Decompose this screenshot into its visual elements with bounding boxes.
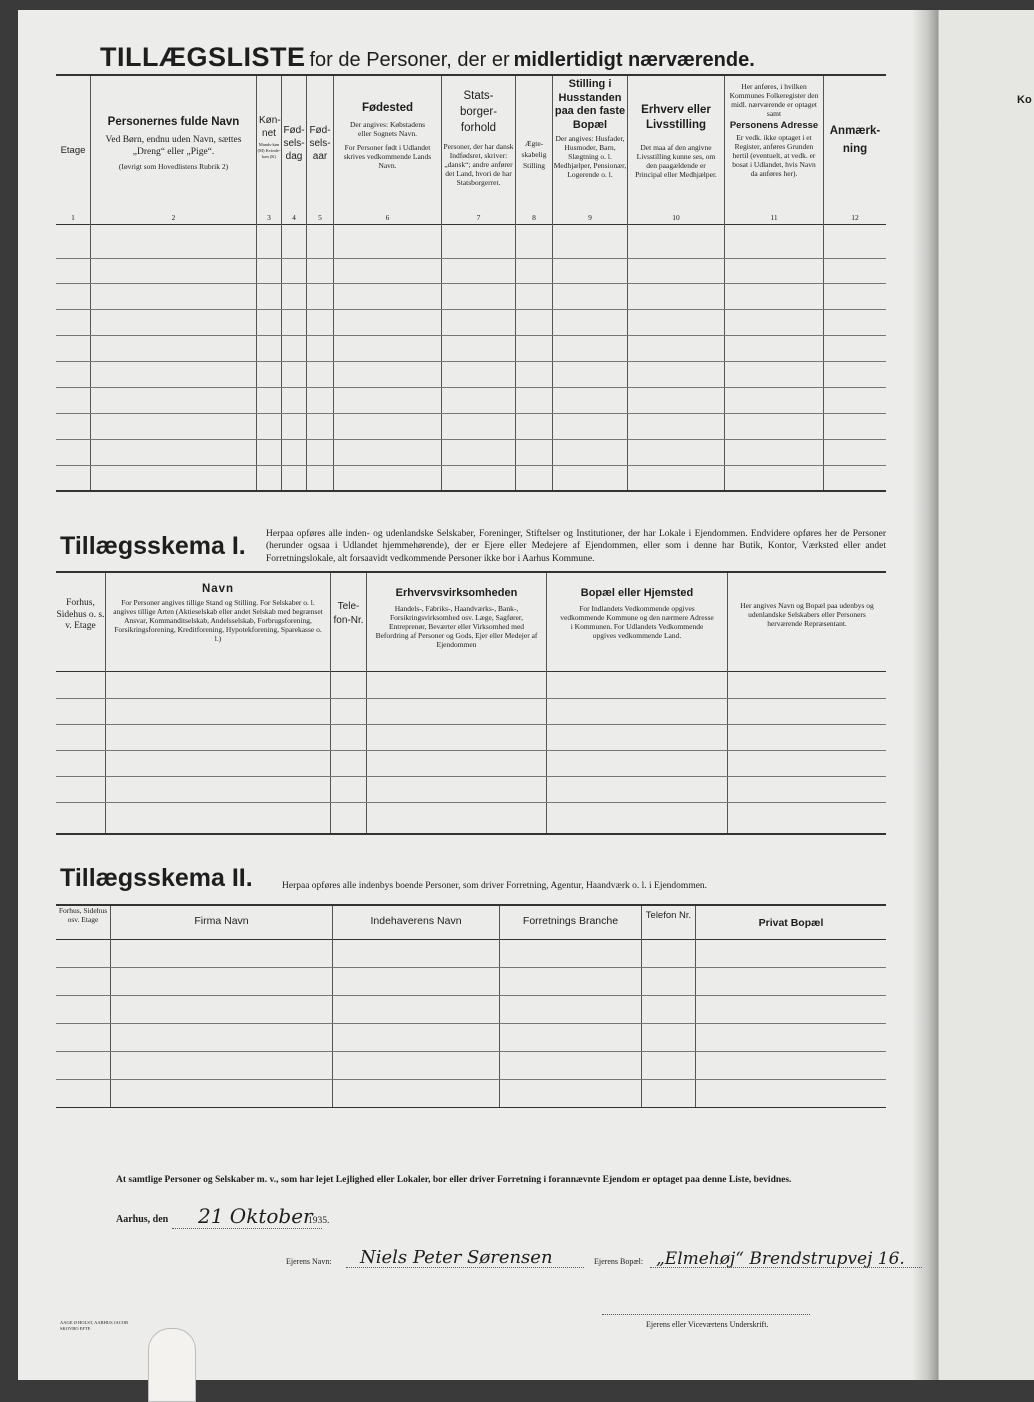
col-num: 6	[385, 213, 390, 222]
form-title	[100, 42, 755, 73]
adjacent-page	[938, 10, 1034, 1380]
skema2-col-telefon: Telefon Nr.	[645, 910, 692, 921]
owner-address: „Elmehøj“ Brendstrupvej 16.	[656, 1249, 905, 1269]
skema1-top-rule	[56, 571, 886, 573]
col-navn-header: Personernes fulde Navn Ved Børn, endnu uden Navn, sættes „Dreng“ eller „Pige“. (Iøvrigt som Hovedlistens Rubrik 2)	[105, 116, 242, 171]
col-num: 8	[532, 213, 536, 222]
col-num: 10	[672, 213, 680, 222]
col-erhverv-header: Erhverv eller Livsstilling Det maa af den angivne Livsstilling kunne ses, om den paagældende er Principal eller Medhjælper.	[635, 104, 717, 179]
skema1-col-bopael: Bopæl eller Hjemsted For Indlandets Vedkommende opgives vedkommende Kommune og den nærmere Adresse i Kommunen. For Udlandets Vedkommende opgives vedkommende Land.	[560, 587, 714, 640]
skema2-intro: Herpaa opføres alle indenbys boende Personer, som driver Forretning, Agentur, Haandværk o. l. i Ejendommen.	[282, 881, 708, 891]
skema1-col-erhverv: Erhvervsvirksomheden Handels-, Fabriks-, Haandværks-, Bank-, Forsikringsvirksomhed osv. Læge, Sagfører, Entreprenør, Beværter eller Virksomhed med Befordring af Personer og Gods, Ejer eller Medejer af Ejendommen	[375, 587, 538, 649]
main-table-header-rule	[56, 224, 886, 225]
page-fold	[912, 10, 938, 1380]
col-num: 5	[318, 213, 322, 222]
skema2-col-indehaver: Indehaverens Navn	[370, 915, 462, 927]
skema1-col-repr: Her angives Navn og Bopæl paa udenbys og udenlandske Selskabers eller Personers herværende Repræsentant.	[740, 601, 874, 628]
skema2-top-rule	[56, 904, 886, 906]
skema1-title: Tillægsskema I.	[60, 532, 246, 560]
skema2-col-firma: Firma Navn	[194, 915, 249, 927]
skema1-col-telefon: Tele-fon-Nr.	[333, 601, 364, 626]
skema2-title: Tillægsskema II.	[60, 864, 253, 892]
date-line	[172, 1228, 322, 1229]
attestation-text: At samtlige Personer og Selskaber m. v., som har lejet Lejlighed eller Lokaler, bor eller driver Forretning i forannævnte Ejendom er optaget paa denne Liste, bevidnes.	[116, 1175, 792, 1185]
title-rest-bold: midlertidigt nærværende.	[513, 49, 755, 71]
col-num: 4	[292, 213, 296, 222]
thumb-shadow	[148, 1328, 196, 1402]
title-bold: TILLÆGSLISTE	[100, 42, 306, 72]
owner-address-label: Ejerens Bopæl:	[594, 1257, 644, 1266]
title-rest: for de Personer, der er	[309, 49, 510, 71]
skema1-intro: Herpaa opføres alle inden- og udenlandske Selskaber, Foreninger, Stiftelser og Institutioner, der har Lokale i Ejendommen. Endvidere opføres her de Personer (herunder ogsaa i Udlandet hjemmehørende), der er Ejere eller Medejere af Ejendommen, eller som i denne har Butik, Kontor, Værksted eller andet Forretningslokale, alt forsaavidt vedkommende Personer ikke bor i Aarhus Kommune.	[266, 529, 886, 564]
col-statsborger-header: Stats-borger-forhold Personer, der har dansk Indfødsret, skriver: „dansk“; andre anfører det Land, hvori de har Statsborgerret.	[443, 90, 514, 187]
skema2-col-etage: Forhus, Sidehus osv. Etage	[58, 906, 108, 924]
col-foedselsaar-header: Fød-sels-aar	[309, 125, 331, 162]
main-table-bottom-rule	[56, 490, 886, 492]
col-adresse-header: Her anføres, i hvilken Kommunes Folkeregister den midl. nærværende er optaget samt Personens Adresse Er vedk. ikke optaget i et Register, anføres Grunden hertil (eventuelt, at vedk. er bosat i Udlandet, hvis Navn da anføres her).	[729, 82, 819, 178]
col-num: 3	[267, 213, 271, 222]
printer-imprint: AAGE Ø HOLST, AARHUS JACOB SKOVBO EFTF.	[60, 1320, 129, 1331]
col-num: 11	[770, 213, 778, 222]
adjacent-page-stub: Ko	[1017, 94, 1032, 106]
place-label: Aarhus, den	[116, 1214, 169, 1225]
col-num: 7	[476, 213, 481, 222]
col-anmaerkning-header: Anmærk-ning	[829, 125, 881, 155]
signature-label: Ejerens eller Viceværtens Underskrift.	[646, 1320, 769, 1329]
owner-name-label: Ejerens Navn:	[286, 1257, 332, 1266]
owner-name: Niels Peter Sørensen	[360, 1247, 553, 1268]
col-num: 1	[71, 213, 75, 222]
skema1-col-etage: Forhus, Sidehus o. s. v. Etage	[56, 598, 105, 631]
skema1-col-navn: Navn For Personer angives tillige Stand og Stilling. For Selskaber o. l. angives tillige Arten (Aktieselskab eller andet Selskab med begrænset Ansvar, Kommanditselskab, Andelsselskab, Forbrugsforening, Forsikringsforening, Kreditforening, Hypotekforening, Sparekasse o. l.)	[113, 583, 323, 643]
col-num: 9	[588, 213, 592, 222]
date-handwritten: 21 Oktober	[198, 1204, 313, 1228]
col-foedselsdag-header: Fød-sels-dag	[283, 125, 305, 162]
col-num: 2	[171, 213, 176, 222]
col-etage-header: Etage	[60, 145, 86, 156]
skema2-bottom-rule	[56, 1107, 886, 1108]
year-label: 1935.	[308, 1216, 330, 1226]
skema1-bottom-rule	[56, 833, 886, 835]
signature-line	[602, 1314, 810, 1315]
col-husstand-header: Stilling i Husstanden paa den faste Bopæl Der angives: Husfader, Husmoder, Barn, Slægtning o. l. Medhjælper, Pensionær, Logerende o. l.	[553, 78, 627, 179]
skema2-col-branche: Forretnings Branche	[522, 915, 619, 927]
col-foedested-header: Fødested Der angives: Købstadens eller Sognets Navn. For Personer født i Udlandet skrives vedkommende Lands Navn.	[343, 102, 432, 170]
skema2-col-bopael: Privat Bopæl	[758, 917, 824, 929]
col-num: 12	[851, 213, 859, 222]
main-table-top-rule	[56, 74, 886, 76]
col-aegteskab-header: Ægte-skabelig Stilling	[521, 139, 547, 170]
col-kon-header: Køn-net Mands-køn (M) Kvinde-køn (K)	[257, 115, 281, 159]
